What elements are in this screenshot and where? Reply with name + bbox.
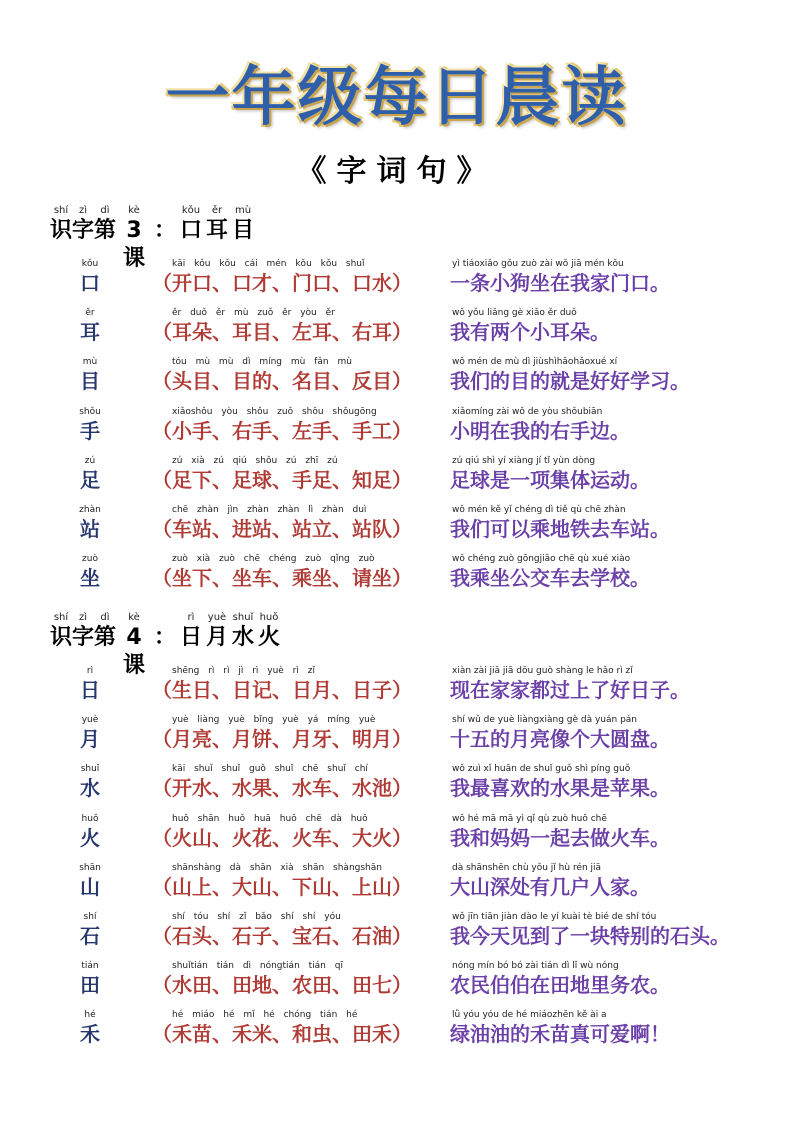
character-row	[0, 862, 793, 912]
word-list-cell	[152, 665, 442, 703]
example-sentence: 我有两个小耳朵。	[450, 320, 610, 344]
heading-character: 识	[50, 625, 73, 650]
character-row	[0, 553, 793, 603]
example-sentence: 足球是一项集体运动。	[450, 468, 650, 492]
word-list-pinyin: zuò xià zuò chē chéng zuò qǐng zuò	[172, 554, 375, 564]
word-list-cell	[152, 714, 442, 752]
word-list-cell	[152, 1009, 442, 1047]
example-sentence: 我们的目的就是好好学习。	[450, 369, 690, 393]
word-list: （石头、石子、宝石、石油）	[152, 924, 412, 948]
character: 日	[80, 678, 100, 702]
example-sentence-pinyin: wǒ mén kě yǐ chéng dì tiě qù chē zhàn	[452, 505, 626, 515]
example-sentence-cell	[450, 406, 790, 444]
heading-character: ：	[153, 625, 176, 650]
example-sentence-cell	[450, 258, 790, 296]
character-row	[0, 504, 793, 554]
word-list: （足下、足球、手足、知足）	[152, 468, 412, 492]
character-pinyin: mù	[82, 357, 98, 367]
heading-pinyin-syllable: dì	[100, 612, 110, 623]
character-cell	[70, 960, 110, 998]
character-cell	[70, 862, 110, 900]
heading-pinyin-syllable: shí	[53, 612, 69, 623]
character: 手	[80, 419, 100, 443]
heading-character: 耳	[205, 218, 228, 243]
heading-pinyin-syllable	[152, 612, 178, 624]
character-pinyin: rì	[86, 666, 94, 676]
example-sentence-cell	[450, 553, 790, 591]
character-cell	[70, 356, 110, 394]
lesson-heading-pinyin	[50, 205, 256, 217]
word-list: （开口、口才、门口、口水）	[152, 271, 412, 295]
word-list: （生日、日记、日月、日子）	[152, 678, 412, 702]
word-list-pinyin: shēng rì rì jì rì yuè rì zǐ	[172, 666, 315, 676]
example-sentence-cell	[450, 911, 790, 949]
word-list: （火山、火花、火车、大火）	[152, 826, 412, 850]
heading-character: 识	[50, 218, 73, 243]
heading-character: 目	[231, 218, 254, 243]
word-list-cell	[152, 911, 442, 949]
character-cell	[70, 455, 110, 493]
character-row	[0, 356, 793, 406]
character-pinyin: shān	[79, 863, 101, 873]
character: 田	[80, 973, 100, 997]
character: 口	[80, 271, 100, 295]
example-sentence-cell	[450, 665, 790, 703]
character: 足	[80, 468, 100, 492]
heading-pinyin-syllable: yuè	[207, 612, 227, 623]
heading-pinyin-syllable: zì	[78, 612, 88, 623]
word-list: （水田、田地、农田、田七）	[152, 973, 412, 997]
heading-character: 第	[94, 625, 117, 650]
example-sentence: 我今天见到了一块特别的石头。	[450, 924, 730, 948]
word-list-pinyin: tóu mù mù dì míng mù fǎn mù	[172, 357, 352, 367]
word-list-cell	[152, 307, 442, 345]
character-cell	[70, 813, 110, 851]
example-sentence-cell	[450, 307, 790, 345]
heading-pinyin-syllable: huǒ	[259, 612, 279, 623]
character-pinyin: shǒu	[79, 407, 101, 417]
example-sentence: 一条小狗坐在我家门口。	[450, 271, 670, 295]
word-list: （山上、大山、下山、上山）	[152, 875, 412, 899]
example-sentence-pinyin: wǒ zuì xǐ huān de shuǐ guǒ shì píng guǒ	[452, 764, 631, 774]
example-sentence-cell	[450, 813, 790, 851]
character-cell	[70, 1009, 110, 1047]
heading-character: ：	[153, 218, 176, 243]
heading-pinyin-syllable	[152, 205, 178, 217]
character: 石	[80, 924, 100, 948]
heading-character: 月	[205, 625, 228, 650]
heading-pinyin-syllable: kè	[128, 612, 140, 623]
word-list-pinyin: shí tóu shí zǐ bǎo shí shí yóu	[172, 912, 341, 922]
heading-character: 4课	[122, 625, 145, 678]
example-sentence: 现在家家都过上了好日子。	[450, 678, 690, 702]
word-list-pinyin: hé miáo hé mǐ hé chóng tián hé	[172, 1010, 358, 1020]
example-sentence-pinyin: xiàn zài jiā jiā dōu guò shàng le hǎo rì zǐ	[452, 666, 633, 676]
word-list: （月亮、月饼、月牙、明月）	[152, 727, 412, 751]
word-list-pinyin: chē zhàn jìn zhàn zhàn lì zhàn duì	[172, 505, 367, 515]
word-list: （开水、水果、水车、水池）	[152, 776, 412, 800]
character-row	[0, 455, 793, 505]
character: 耳	[80, 320, 100, 344]
example-sentence-cell	[450, 960, 790, 998]
character: 禾	[80, 1022, 100, 1046]
word-list-pinyin: huǒ shān huǒ huā huǒ chē dà huǒ	[172, 814, 368, 824]
example-sentence: 我乘坐公交车去学校。	[450, 566, 650, 590]
character-row	[0, 406, 793, 456]
character-pinyin: zhàn	[79, 505, 101, 515]
character-row	[0, 714, 793, 764]
example-sentence: 绿油油的禾苗真可爱啊！	[450, 1022, 670, 1046]
example-sentence: 小明在我的右手边。	[450, 419, 630, 443]
character-pinyin: kǒu	[81, 259, 99, 269]
heading-character: 字	[72, 218, 95, 243]
character-cell	[70, 665, 110, 703]
word-list-pinyin: xiǎoshǒu yòu shǒu zuǒ shǒu shǒugōng	[172, 407, 377, 417]
character-row	[0, 911, 793, 961]
example-sentence-cell	[450, 455, 790, 493]
word-list-pinyin: kāi kǒu kǒu cái mén kǒu kǒu shuǐ	[172, 259, 365, 269]
word-list-cell	[152, 763, 442, 801]
example-sentence-pinyin: zú qiú shì yí xiàng jí tǐ yùn dòng	[452, 456, 596, 466]
character: 水	[80, 776, 100, 800]
character-row	[0, 665, 793, 715]
character-row	[0, 763, 793, 813]
example-sentence-cell	[450, 763, 790, 801]
word-list-pinyin: yuè liàng yuè bǐng yuè yá míng yuè	[172, 715, 376, 725]
character-pinyin: yuè	[81, 715, 99, 725]
character-cell	[70, 504, 110, 542]
example-sentence-pinyin: shí wǔ de yuè liàngxiàng gè dà yuán pán	[452, 715, 638, 725]
example-sentence-cell	[450, 504, 790, 542]
character-row	[0, 258, 793, 308]
page-subtitle: 《字词句》	[296, 154, 497, 189]
example-sentence: 大山深处有几户人家。	[450, 875, 650, 899]
heading-pinyin-syllable: dì	[100, 205, 110, 216]
example-sentence-pinyin: yì tiáoxiǎo gǒu zuò zài wǒ jiā mén kǒu	[452, 259, 624, 269]
word-list-pinyin: shuǐtián tián dì nóngtián tián qī	[172, 961, 343, 971]
heading-pinyin-syllable: shí	[53, 205, 69, 216]
word-list: （小手、右手、左手、手工）	[152, 419, 412, 443]
word-list-cell	[152, 455, 442, 493]
word-list-cell	[152, 862, 442, 900]
heading-pinyin-syllable: shuǐ	[232, 612, 254, 623]
character-pinyin: zú	[84, 456, 96, 466]
character-pinyin: ěr	[85, 308, 95, 318]
word-list-cell	[152, 356, 442, 394]
example-sentence-pinyin: nóng mín bó bó zài tián dì lǐ wù nóng	[452, 961, 619, 971]
lesson-heading-pinyin	[50, 612, 282, 624]
heading-pinyin-syllable: kè	[128, 205, 140, 216]
heading-character: 口	[179, 218, 202, 243]
word-list-cell	[152, 504, 442, 542]
example-sentence-cell	[450, 1009, 790, 1047]
word-list-pinyin: zú xià zú qiú shǒu zú zhī zú	[172, 456, 338, 466]
character-cell	[70, 258, 110, 296]
example-sentence-pinyin: wǒ jīn tiān jiàn dào le yí kuài tè bié de shí tóu	[452, 912, 657, 922]
character-row	[0, 307, 793, 357]
page-title: 一年级每日晨读	[165, 61, 628, 135]
heading-character: 第	[94, 218, 117, 243]
character: 站	[80, 517, 100, 541]
word-list: （耳朵、耳目、左耳、右耳）	[152, 320, 412, 344]
character: 坐	[80, 566, 100, 590]
word-list: （坐下、坐车、乘坐、请坐）	[152, 566, 412, 590]
word-list-cell	[152, 406, 442, 444]
character-pinyin: shí	[83, 912, 97, 922]
heading-character: 水	[231, 625, 254, 650]
word-list: （头目、目的、名目、反目）	[152, 369, 412, 393]
character-cell	[70, 714, 110, 752]
example-sentence-pinyin: xiǎomíng zài wǒ de yòu shǒubiān	[452, 407, 603, 417]
example-sentence: 我最喜欢的水果是苹果。	[450, 776, 670, 800]
example-sentence-cell	[450, 714, 790, 752]
heading-pinyin-syllable: rì	[187, 612, 195, 623]
word-list: （禾苗、禾米、和虫、田禾）	[152, 1022, 412, 1046]
example-sentence: 农民伯伯在田地里务农。	[450, 973, 670, 997]
word-list-cell	[152, 960, 442, 998]
example-sentence-pinyin: lǜ yóu yóu de hé miáozhēn kě ài a	[452, 1010, 607, 1020]
character-row	[0, 960, 793, 1010]
character-cell	[70, 406, 110, 444]
character-cell	[70, 307, 110, 345]
example-sentence-pinyin: wǒ hé mā mā yì qǐ qù zuò huǒ chē	[452, 814, 607, 824]
word-list-cell	[152, 553, 442, 591]
heading-pinyin-syllable: ěr	[211, 205, 223, 216]
character: 火	[80, 826, 100, 850]
character: 山	[80, 875, 100, 899]
word-list-pinyin: ěr duǒ ěr mù zuǒ ěr yòu ěr	[172, 308, 335, 318]
example-sentence: 我们可以乘地铁去车站。	[450, 517, 670, 541]
word-list-cell	[152, 813, 442, 851]
character: 目	[80, 369, 100, 393]
character-cell	[70, 553, 110, 591]
word-list-pinyin: shānshàng dà shān xià shān shàngshān	[172, 863, 382, 873]
character-pinyin: huǒ	[81, 814, 99, 824]
character-pinyin: zuò	[82, 554, 98, 564]
character-cell	[70, 911, 110, 949]
heading-character: 日	[179, 625, 202, 650]
example-sentence-cell	[450, 356, 790, 394]
example-sentence: 十五的月亮像个大圆盘。	[450, 727, 670, 751]
character-pinyin: tián	[81, 961, 99, 971]
heading-pinyin-syllable: kǒu	[181, 205, 201, 216]
example-sentence-cell	[450, 862, 790, 900]
heading-character: 3课	[122, 218, 145, 271]
word-list-cell	[152, 258, 442, 296]
character-pinyin: shuǐ	[80, 764, 100, 774]
heading-character: 字	[72, 625, 95, 650]
character-row	[0, 1009, 793, 1059]
heading-pinyin-syllable: zì	[78, 205, 88, 216]
character-pinyin: hé	[84, 1010, 96, 1020]
heading-character: 火	[257, 625, 280, 650]
character-cell	[70, 763, 110, 801]
character: 月	[80, 727, 100, 751]
word-list-pinyin: kāi shuǐ shuǐ guǒ shuǐ chē shuǐ chí	[172, 764, 368, 774]
heading-pinyin-syllable: mù	[234, 205, 252, 216]
character-row	[0, 813, 793, 863]
example-sentence: 我和妈妈一起去做火车。	[450, 826, 670, 850]
example-sentence-pinyin: wǒ yǒu liǎng gè xiǎo ěr duǒ	[452, 308, 577, 318]
example-sentence-pinyin: dà shānshēn chù yǒu jǐ hù rén jiā	[452, 863, 602, 873]
word-list: （车站、进站、站立、站队）	[152, 517, 412, 541]
example-sentence-pinyin: wǒ mén de mù dì jiùshìhǎohǎoxué xí	[452, 357, 618, 367]
example-sentence-pinyin: wǒ chéng zuò gōngjiāo chē qù xué xiào	[452, 554, 631, 564]
